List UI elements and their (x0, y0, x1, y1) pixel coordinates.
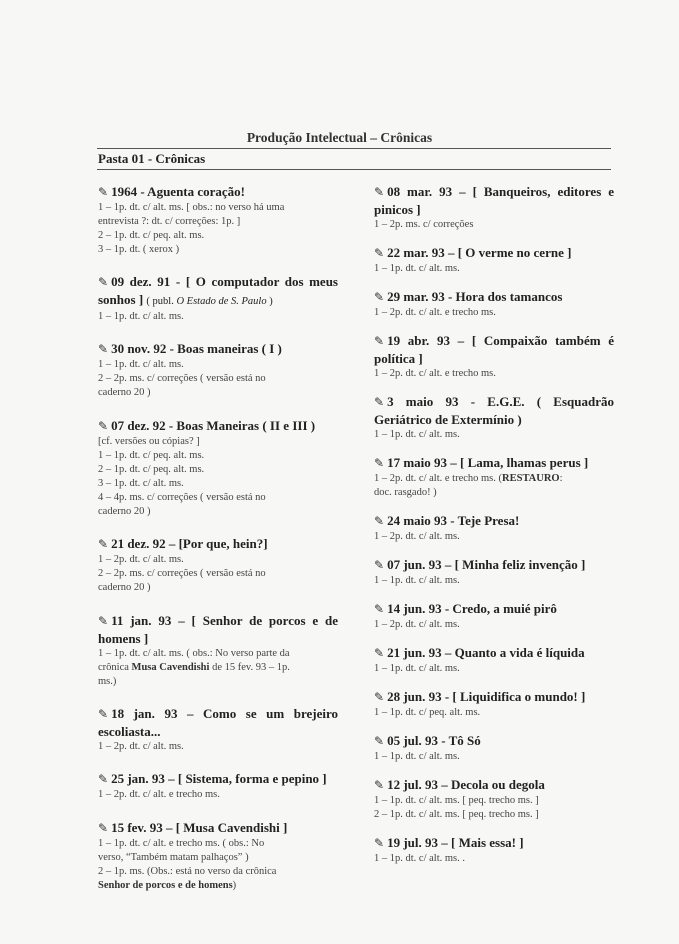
pen-marker-icon: ✎ (374, 558, 385, 572)
entry-line: 1 – 1p. dt. c/ peq. alt. ms. (98, 450, 205, 461)
entry-line: 1 – 2p. dt. c/ alt. ms. (98, 741, 184, 752)
chronicle-entry (374, 600, 614, 632)
pen-marker-icon: ✎ (374, 246, 385, 260)
entry-line: 1 – 2p. dt. c/ alt. e trecho ms. (RESTAURO: (374, 473, 563, 484)
pen-marker-icon: ✎ (374, 456, 385, 470)
entry-heading: 09 dez. 91 - [ O computador dos meus sonhos ] (98, 274, 338, 307)
entry-heading: 15 fev. 93 – [ Musa Cavendishi ] (111, 820, 288, 835)
entry-line: 1 – 1p. dt. c/ alt. ms. . (374, 853, 465, 864)
entry-line: 3 – 1p. dt. ( xerox ) (98, 244, 180, 255)
entry-line: [cf. versões ou cópias? ] (98, 436, 200, 447)
chronicle-entry (374, 183, 614, 232)
entry-line: caderno 20 ) (98, 506, 151, 517)
pen-marker-icon: ✎ (374, 778, 385, 792)
entry-line: 1 – 2p. ms. c/ correções (374, 219, 474, 230)
publication-note: ( publ. O Estado de S. Paulo ) (146, 296, 273, 307)
pen-marker-icon: ✎ (374, 395, 385, 409)
entry-heading: 21 dez. 92 – [Por que, hein?] (111, 536, 268, 551)
entry-heading: 30 nov. 92 - Boas maneiras ( I ) (111, 341, 282, 356)
entry-heading: 29 mar. 93 - Hora dos tamancos (387, 289, 563, 304)
entry-line: ms.) (98, 676, 117, 687)
entry-heading: 18 jan. 93 – Como se um brejeiro escoliasta... (98, 706, 338, 739)
entry-line: 2 – 1p. dt. c/ peq. alt. ms. (98, 230, 205, 241)
chronicle-entry (98, 705, 338, 754)
pen-marker-icon: ✎ (374, 646, 385, 660)
pen-marker-icon: ✎ (374, 185, 385, 199)
chronicle-entry (374, 776, 614, 822)
chronicle-entry (374, 393, 614, 442)
entry-line: 2 – 2p. ms. c/ correções ( versão está no (98, 568, 266, 579)
pen-marker-icon: ✎ (374, 334, 385, 348)
entry-heading: 17 maio 93 – [ Lama, lhamas perus ] (387, 455, 589, 470)
page-title: Produção Intelectual – Crônicas (246, 130, 433, 145)
folder-label: Pasta 01 - Crônicas (98, 151, 206, 166)
entry-line: 1 – 2p. dt. c/ alt. e trecho ms. (374, 368, 496, 379)
chronicle-entry (374, 644, 614, 676)
entry-line: crônica Musa Cavendishi de 15 fev. 93 – 1p. (98, 662, 290, 673)
entry-line: 1 – 2p. dt. c/ alt. e trecho ms. (374, 307, 496, 318)
entry-line: 1 – 1p. dt. c/ alt. ms. ( obs.: No verso parte da (98, 648, 290, 659)
entry-line: entrevista ?: dt. c/ correções: 1p. ] (98, 216, 241, 227)
chronicle-entry (374, 454, 614, 500)
chronicle-entry (374, 732, 614, 764)
chronicle-entry (98, 819, 338, 893)
entry-line: Senhor de porcos e de homens) (98, 880, 237, 891)
bottom-divider (97, 169, 611, 170)
left-column (98, 183, 338, 906)
entry-heading: 05 jul. 93 - Tô Só (387, 733, 481, 748)
entry-line: 1 – 1p. dt. c/ peq. alt. ms. (374, 707, 481, 718)
chronicle-entry (98, 535, 338, 595)
chronicle-entry (98, 612, 338, 689)
entry-line: doc. rasgado! ) (374, 487, 437, 498)
entry-line: 1 – 1p. dt. c/ alt. e trecho ms. ( obs.: No (98, 838, 265, 849)
pen-marker-icon: ✎ (98, 707, 109, 721)
entry-line: 1 – 1p. dt. c/ alt. ms. (374, 429, 460, 440)
chronicle-entry (374, 288, 614, 320)
chronicle-entry (374, 688, 614, 720)
entry-heading: 3 maio 93 - E.G.E. ( Esquadrão Geriátrico de Extermínio ) (374, 394, 614, 427)
entry-line: 1 – 2p. dt. c/ alt. ms. (374, 619, 460, 630)
chronicle-entry (98, 340, 338, 400)
pen-marker-icon: ✎ (374, 514, 385, 528)
entry-line: 1 – 2p. dt. c/ alt. e trecho ms. (98, 789, 220, 800)
entry-line: 1 – 2p. dt. c/ alt. ms. (98, 554, 184, 565)
entry-line: verso, “Também matam palhaços” ) (98, 852, 249, 863)
pen-marker-icon: ✎ (98, 614, 109, 628)
entry-line: 1 – 1p. dt. c/ alt. ms. (374, 663, 460, 674)
chronicle-entry (374, 512, 614, 544)
entry-heading: 19 jul. 93 – [ Mais essa! ] (387, 835, 524, 850)
entry-heading: 11 jan. 93 – [ Senhor de porcos e de homens ] (98, 613, 338, 646)
entry-line: caderno 20 ) (98, 387, 151, 398)
entry-heading: 25 jan. 93 – [ Sistema, forma e pepino ] (111, 771, 327, 786)
pen-marker-icon: ✎ (374, 290, 385, 304)
pen-marker-icon: ✎ (98, 537, 109, 551)
chronicle-entry (98, 770, 338, 802)
entry-line: 2 – 1p. ms. (Obs.: está no verso da crônica (98, 866, 277, 877)
entry-line: 1 – 1p. dt. c/ alt. ms. [ peq. trecho ms. ] (374, 795, 539, 806)
chronicle-entry (98, 273, 338, 324)
entry-line: 1 – 1p. dt. c/ alt. ms. (98, 359, 184, 370)
chronicle-entry (374, 244, 614, 276)
pen-marker-icon: ✎ (98, 185, 109, 199)
entry-line: 4 – 4p. ms. c/ correções ( versão está no (98, 492, 266, 503)
entry-heading: 21 jun. 93 – Quanto a vida é líquida (387, 645, 585, 660)
chronicle-entry (374, 556, 614, 588)
chronicle-entry (374, 332, 614, 381)
entry-heading: 14 jun. 93 - Credo, a muié pirô (387, 601, 557, 616)
entry-heading: 07 jun. 93 – [ Minha feliz invenção ] (387, 557, 586, 572)
entry-heading: 07 dez. 92 - Boas Maneiras ( II e III ) (111, 418, 316, 433)
entry-heading: 1964 - Aguenta coração! (111, 184, 246, 199)
chronicle-entry (98, 183, 338, 257)
entry-line: 2 – 2p. ms. c/ correções ( versão está no (98, 373, 266, 384)
chronicle-entry (374, 834, 614, 866)
entry-heading: 22 mar. 93 – [ O verme no cerne ] (387, 245, 572, 260)
right-column (374, 183, 614, 879)
entry-line: 1 – 1p. dt. c/ alt. ms. (98, 311, 184, 322)
chronicle-entry (98, 417, 338, 519)
pen-marker-icon: ✎ (98, 821, 109, 835)
pen-marker-icon: ✎ (374, 602, 385, 616)
pen-marker-icon: ✎ (98, 419, 109, 433)
entry-line: 1 – 1p. dt. c/ alt. ms. [ obs.: no verso há uma (98, 202, 285, 213)
entry-line: 1 – 1p. dt. c/ alt. ms. (374, 751, 460, 762)
entry-heading: 12 jul. 93 – Decola ou degola (387, 777, 545, 792)
entry-line: caderno 20 ) (98, 582, 151, 593)
entry-line: 1 – 1p. dt. c/ alt. ms. (374, 575, 460, 586)
pen-marker-icon: ✎ (98, 772, 109, 786)
entry-line: 1 – 1p. dt. c/ alt. ms. (374, 263, 460, 274)
entry-line: 1 – 2p. dt. c/ alt. ms. (374, 531, 460, 542)
pen-marker-icon: ✎ (374, 690, 385, 704)
entry-heading: 28 jun. 93 - [ Liquidifica o mundo! ] (387, 689, 586, 704)
entry-heading: 24 maio 93 - Teje Presa! (387, 513, 520, 528)
top-divider (97, 148, 611, 149)
entry-heading: 08 mar. 93 – [ Banqueiros, editores e pinicos ] (374, 184, 614, 217)
pen-marker-icon: ✎ (98, 275, 109, 289)
entry-line: 2 – 1p. dt. c/ peq. alt. ms. (98, 464, 205, 475)
pen-marker-icon: ✎ (374, 836, 385, 850)
entry-line: 2 – 1p. dt. c/ alt. ms. [ peq. trecho ms. ] (374, 809, 539, 820)
entry-heading: 19 abr. 93 – [ Compaixão também é política ] (374, 333, 614, 366)
entry-line: 3 – 1p. dt. c/ alt. ms. (98, 478, 184, 489)
pen-marker-icon: ✎ (374, 734, 385, 748)
pen-marker-icon: ✎ (98, 342, 109, 356)
